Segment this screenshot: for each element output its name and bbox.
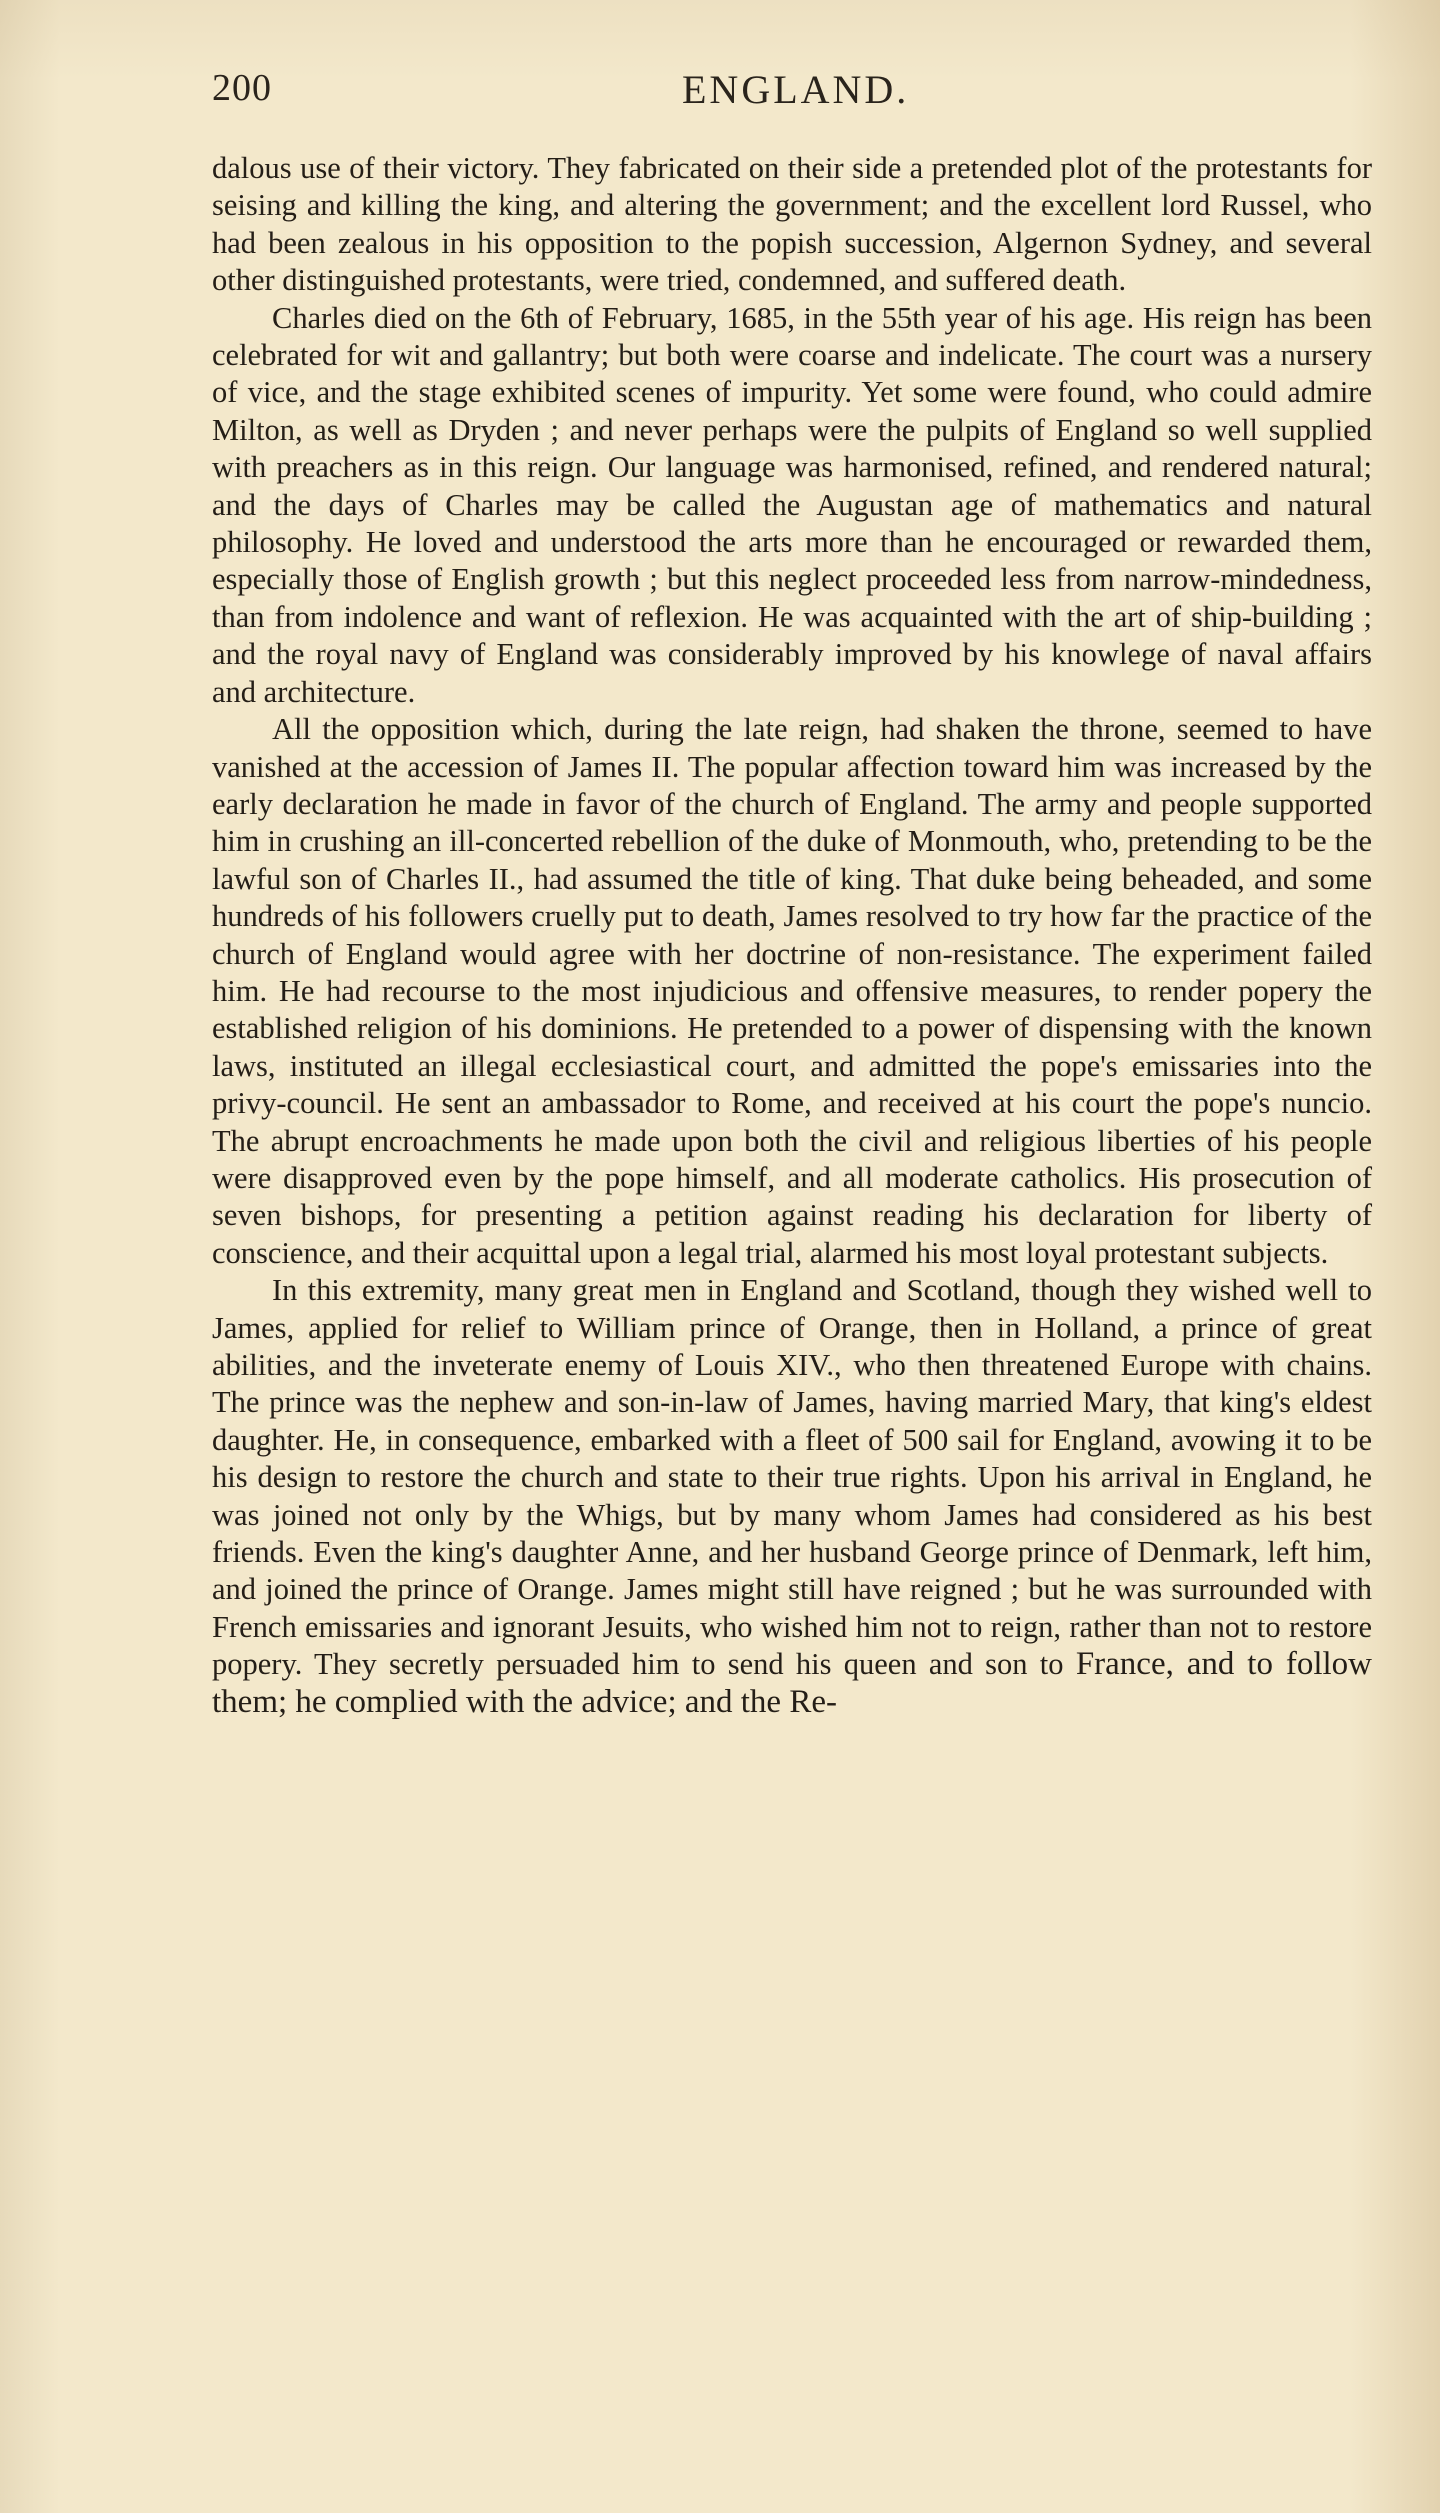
paragraph-3: All the opposition which, during the late reign, had shaken the throne, seemed to have vanished at the accession of James II. The popular affection toward him was increased by the early declaration he made in favor of the church of England. The army and people supported him in crushing an ill-concerted rebellion of the duke of Monmouth, who, pretending to be the lawful son of Charles II., had assumed the title of king. That duke being beheaded, and some hundreds of his followers cruelly put to death, James resolved to try how far the practice of the church of England would agree with her doctrine of non-resistance. The experiment failed him. He had recourse to the most injudicious and offensive measures, to render popery the established religion of his dominions. He pretended to a power of dispensing with the known laws, instituted an illegal ecclesiastical court, and admitted the pope's emissaries into the privy-council. He sent an ambassador to Rome, and received at his court the pope's nuncio. The abrupt encroachments he made upon both the civil and religious liberties of his people were disapproved even by the pope himself, and all moderate catholics. His prosecution of seven bishops, for presenting a petition against reading his declaration for liberty of conscience, and their acquittal upon a legal trial, alarmed his most loyal protestant subjects. [212,712,1372,1270]
page-number: 200 [212,67,272,109]
page-header [212,66,1372,122]
paragraph-4 [212,1272,1372,1721]
paragraph-2: Charles died on the 6th of February, 1685, in the 55th year of his age. His reign has been celebrated for wit and gallantry; but both were coarse and indelicate. The court was a nursery of vice, and the stage exhibited scenes of impurity. Yet some were found, who could admire Milton, as well as Dryden ; and never perhaps were the pulpits of England so well supplied with preachers as in this reign. Our language was harmonised, refined, and rendered natural; and the days of Charles may be called the Augustan age of mathematics and natural philosophy. He loved and understood the arts more than he encouraged or rewarded them, especially those of English growth ; but this neglect proceeded less from narrow-mindedness, than from indolence and want of reflexion. He was acquainted with the art of ship-building ; and the royal navy of England was considerably improved by his knowlege of naval affairs and architecture. [212,300,1372,709]
running-head: ENGLAND. [682,67,910,112]
body-text [212,150,1372,1721]
paragraph-4-text: In this extremity, many great men in England and Scotland, though they wished well to James, applied for relief to William prince of Orange, then in Holland, a prince of great abilities, and the inveterate enemy of Louis XIV., who then threatened Europe with chains. The prince was the nephew and son-in-law of James, having married Mary, that king's eldest daughter. He, in consequence, embarked with a fleet of 500 sail for England, avowing it to be his design to restore the church and state to their true rights. Upon his arrival in England, he was joined not only by the Whigs, but by many whom James had considered as his best friends. Even the king's daughter Anne, and her husband George prince of Denmark, left him, and joined the prince of Orange. James might still have reigned ; but he was surrounded with French emissaries and ignorant Jesuits, who wished him not to reign, rather than not to restore popery. They secretly persuaded him to send his queen and son to [212,1273,1372,1682]
paragraph-1: dalous use of their victory. They fabricated on their side a pretended plot of the protestants for seising and killing the king, and altering the government; and the excellent lord Russel, who had been zealous in his opposition to the popish succession, Algernon Sydney, and several other distinguished protestants, were tried, condemned, and suffered death. [212,151,1372,298]
final-line: France, and to follow them; he complied with the advice; and the Re- [212,1646,1373,1720]
